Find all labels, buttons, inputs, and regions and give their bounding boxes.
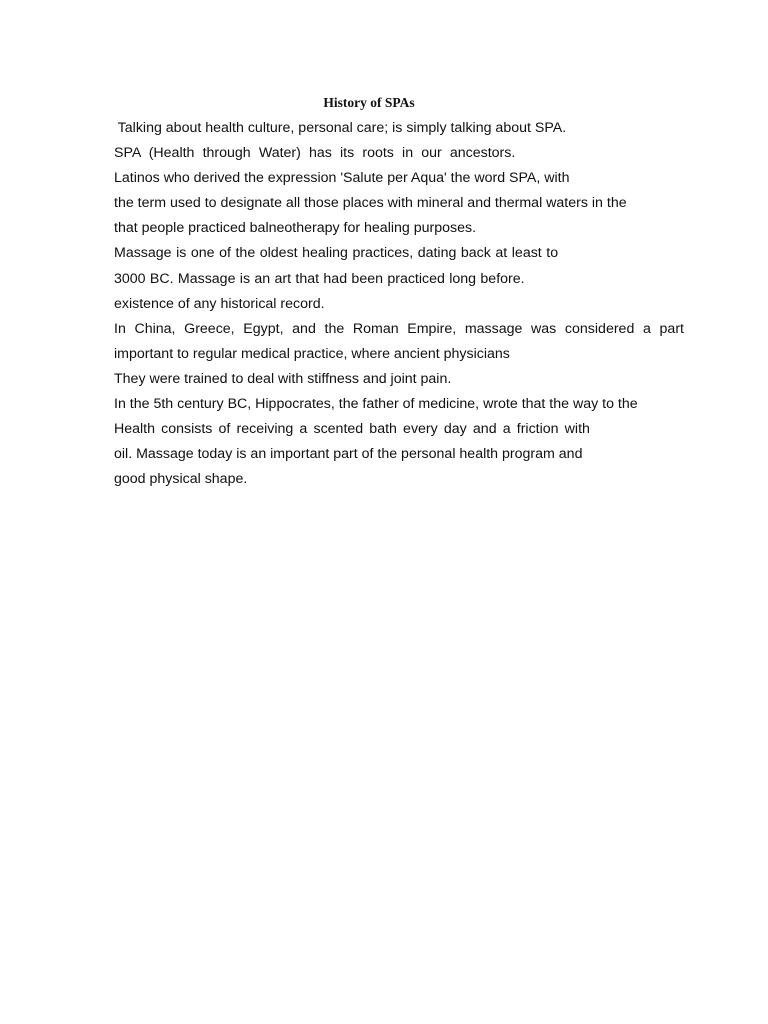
text-line: important to regular medical practice, where ancient physicians xyxy=(114,345,510,362)
text-line: In the 5th century BC, Hippocrates, the father of medicine, wrote that the way to the xyxy=(114,396,638,413)
text-line: Health consists of receiving a scented bath every day and a friction with xyxy=(114,421,590,438)
text-line: oil. Massage today is an important part of the personal health program and xyxy=(114,446,583,463)
text-line: SPA (Health through Water) has its roots in our ancestors. xyxy=(114,145,516,162)
text-line: They were trained to deal with stiffness and joint pain. xyxy=(114,370,452,387)
text-line: 3000 BC. Massage is an art that had been practiced long before. xyxy=(114,270,525,287)
text-line: that people practiced balneotherapy for healing purposes. xyxy=(114,220,477,237)
text-line: existence of any historical record. xyxy=(114,295,325,312)
page-title: History of SPAs xyxy=(323,95,415,110)
document-body xyxy=(114,116,684,492)
text-line: good physical shape. xyxy=(114,471,248,488)
text-line: the term used to designate all those places with mineral and thermal waters in the xyxy=(114,195,627,212)
text-line: In China, Greece, Egypt, and the Roman Empire, massage was considered a part xyxy=(114,320,684,337)
text-line: Latinos who derived the expression 'Salute per Aqua' the word SPA, with xyxy=(114,170,570,187)
text-line: Massage is one of the oldest healing practices, dating back at least to xyxy=(114,245,559,262)
text-line: Talking about health culture, personal care; is simply talking about SPA. xyxy=(114,120,567,136)
